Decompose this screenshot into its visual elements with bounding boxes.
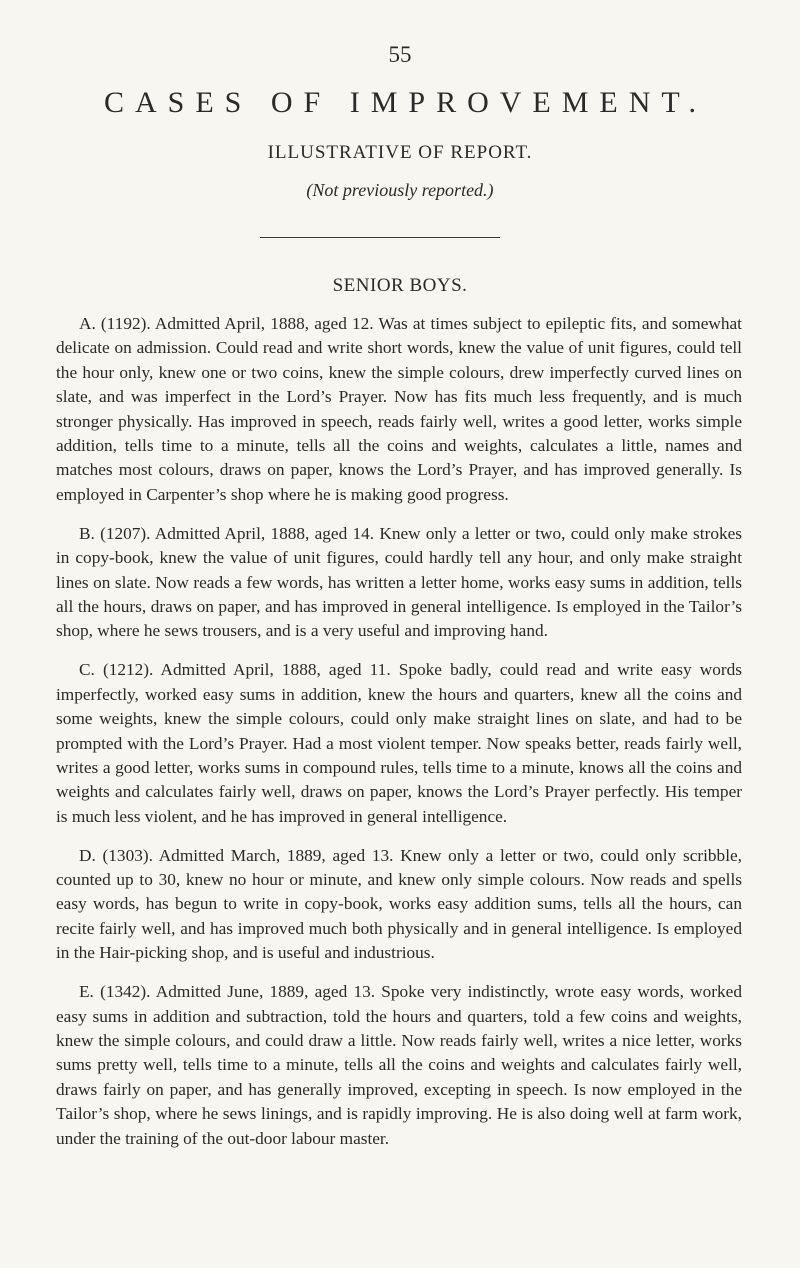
page-number: 55 bbox=[388, 42, 412, 67]
reporting-note: (Not previously reported.) bbox=[306, 180, 494, 200]
case-paragraph-c: C. (1212). Admitted April, 1888, aged 11. Spoke badly, could read and write easy words imperfectly, worked easy sums in addition, knew the hours and quarters, knew all the coins and some weights, knew the simple colours, could only make straight lines on slate, and had to be prompted with the Lord’s Prayer. Had a most violent temper. Now speaks better, reads fairly well, writes a good letter, works sums in compound rules, tells time to a minute, knows all the coins and weights and calculates fairly well, draws on paper, knows the Lord’s Prayer perfectly. His temper is much less violent, and he has improved in general intelligence. bbox=[56, 660, 742, 826]
page-subtitle: ILLUSTRATIVE OF REPORT. bbox=[267, 142, 533, 163]
case-list bbox=[56, 312, 742, 1166]
case-paragraph-e: E. (1342). Admitted June, 1889, aged 13. Spoke very indistinctly, wrote easy words, worked easy sums in addition and subtraction, told the hours and quarters, told a few coins and weights, knew the simple colours, and could draw a little. Now reads fairly well, writes a nice letter, works sums pretty well, tells time to a minute, tells all the coins and weights and calculates fairly well, draws fairly on paper, and has generally improved, excepting in speech. Is now employed in the Tailor’s shop, where he sews linings, and is rapidly improving. He is also doing well at farm work, under the training of the out-door labour master. bbox=[56, 982, 742, 1148]
case-paragraph-a: A. (1192). Admitted April, 1888, aged 12. Was at times subject to epileptic fits, and somewhat delicate on admission. Could read and write short words, knew the value of unit figures, could tell the hour only, knew one or two coins, knew the simple colours, drew imperfectly curved lines on slate, and was imperfect in the Lord’s Prayer. Now has fits much less frequently, and is much stronger physically. Has improved in speech, reads fairly well, writes a good letter, works simple addition, tells time to a minute, tells all the coins and weights, calculates a little, names and matches most colours, draws on paper, knows the Lord’s Prayer, and has improved generally. Is employed in Carpenter’s shop where he is making good progress. bbox=[56, 314, 742, 504]
page-title: CASES OF IMPROVEMENT. bbox=[104, 86, 707, 119]
case-paragraph-b: B. (1207). Admitted April, 1888, aged 14. Knew only a letter or two, could only make strokes in copy-book, knew the value of unit figures, could hardly tell any hour, and only make straight lines on slate. Now reads a few words, has written a letter home, works easy sums in addition, tells all the hours, draws on paper, and has improved in general intelligence. Is employed in the Tailor’s shop, where he sews trousers, and is a very useful and improving hand. bbox=[56, 523, 742, 641]
divider-rule bbox=[260, 237, 500, 238]
section-heading: SENIOR BOYS. bbox=[332, 275, 468, 296]
case-paragraph-d: D. (1303). Admitted March, 1889, aged 13. Knew only a letter or two, could only scribble, counted up to 30, knew no hour or minute, and knew only simple colours. Now reads and spells easy words, has begun to write in copy-book, works easy addition sums, tells all the hours, can recite fairly well, and has improved much both physically and in general intelligence. Is employed in the Hair-picking shop, and is useful and industrious. bbox=[56, 845, 742, 963]
